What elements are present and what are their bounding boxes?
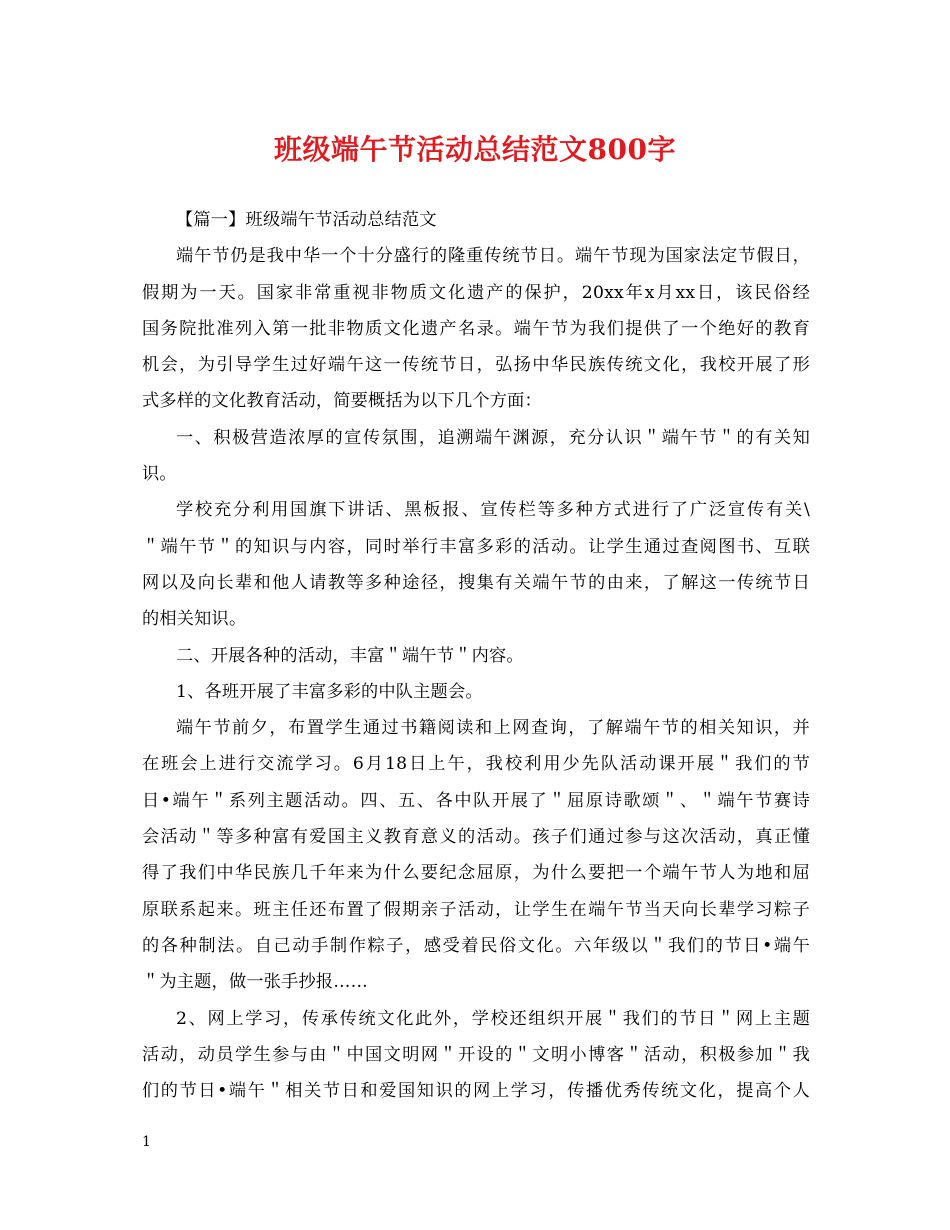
text-line: 活动，动员学生参与由＂中国文明网＂开设的＂文明小博客＂活动，积极参加＂我 [142,1044,810,1065]
text-line: ＂端午节＂的知识与内容，同时举行丰富多彩的活动。让学生通过查阅图书、互联 [142,536,810,557]
text-line: 学校充分利用国旗下讲话、黑板报、宣传栏等多种方式进行了广泛宣传有关\ [176,500,810,521]
page-number: 1 [142,1134,151,1150]
text-line: ＂为主题，做一张手抄报…… [142,972,369,993]
text-line: 端午节前夕，布置学生通过书籍阅读和上网查询，了解端午节的相关知识，并 [176,718,810,739]
text-line: 会活动＂等多种富有爱国主义教育意义的活动。孩子们通过参与这次活动，真正懂 [142,827,810,848]
text-line: 1、各班开展了丰富多彩的中队主题会。 [176,681,483,702]
text-line: 日•端午＂系列主题活动。四、五、各中队开展了＂屈原诗歌颂＂、＂端午节赛诗 [142,790,810,811]
text-line: 的各种制法。自己动手制作粽子，感受着民俗文化。六年级以＂我们的节日•端午 [142,935,810,956]
text-line: 机会，为引导学生过好端午这一传统节日，弘扬中华民族传统文化，我校开展了形 [142,355,810,376]
paragraph-point-one [142,420,810,493]
text-line: 端午节仍是我中华一个十分盛行的隆重传统节日。端午节现为国家法定节假日， [176,246,810,267]
text-line: 假期为一天。国家非常重视非物质文化遗产的保护，20xx年x月xx日，该民俗经 [142,282,810,303]
text-line: 原联系起来。班主任还布置了假期亲子活动，让学生在端午节当天向长辈学习粽子 [142,899,810,920]
text-line: 的相关知识。 [142,609,247,630]
text-line: 在班会上进行交流学习。6月18日上午，我校利用少先队活动课开展＂我们的节 [142,754,810,775]
text-line: 2、网上学习，传承传统文化此外，学校还组织开展＂我们的节日＂网上主题 [176,1008,810,1029]
text-line: 识。 [142,464,177,485]
text-line: 一、积极营造浓厚的宣传氛围，追溯端午渊源，充分认识＂端午节＂的有关知 [176,427,810,448]
text-line: 二、开展各种的活动，丰富＂端午节＂内容。 [176,645,524,666]
section-heading [142,202,810,238]
paragraph-intro [142,238,810,419]
text-line: 【篇一】班级端午节活动总结范文 [176,210,437,230]
document-title: 班级端午节活动总结范文800字 [274,133,676,166]
text-line: 式多样的文化教育活动，简要概括为以下几个方面： [142,391,542,412]
paragraph-item-one-detail [142,710,810,1000]
text-line: 得了我们中华民族几千年来为什么要纪念屈原，为什么要把一个端午节人为地和屈 [142,863,810,884]
paragraph-item-one [142,674,810,710]
document-body [142,202,810,1109]
paragraph-point-one-detail [142,492,810,637]
text-line: 国务院批准列入第一批非物质文化遗产名录。端午节为我们提供了一个绝好的教育 [142,318,810,339]
paragraph-point-two [142,638,810,674]
text-line: 们的节日•端午＂相关节日和爱国知识的网上学习，传播优秀传统文化，提高个人 [142,1081,810,1102]
paragraph-item-two [142,1001,810,1110]
text-line: 网以及向长辈和他人请教等多种途径，搜集有关端午节的由来，了解这一传统节日 [142,572,810,593]
